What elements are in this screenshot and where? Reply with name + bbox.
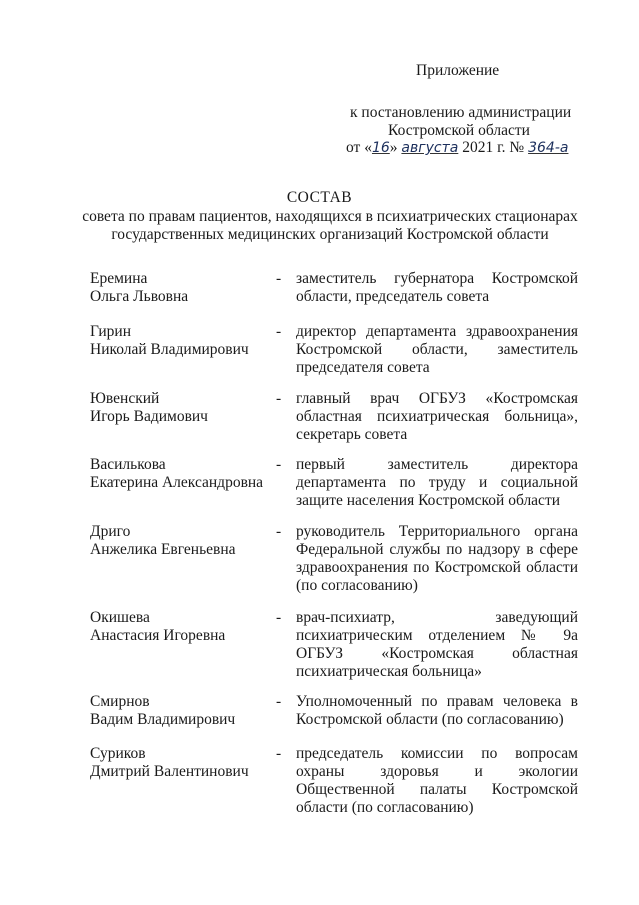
date-mid: » — [389, 139, 402, 156]
composition-title: СОСТАВ — [286, 189, 353, 206]
appendix-date-line — [346, 139, 568, 157]
member-role: заместитель губернатора Костромской области, председатель совета — [296, 270, 578, 305]
member-dash: - — [276, 323, 282, 340]
member-surname: Еремина — [90, 270, 148, 287]
member-dash: - — [276, 390, 282, 407]
member-role: руководитель Территориального органа Федеральной службы по надзору в сфере здравоохранения по Костромской области (по согласованию) — [296, 523, 578, 594]
member-role: Уполномоченный по правам человека в Костромской области (по согласованию) — [296, 693, 578, 728]
member-surname: Ювенский — [90, 390, 160, 407]
member-role: врач-психиатр, заведующий психиатрическим отделением № 9а ОГБУЗ «Костромская областная психиатрическая больница» — [296, 609, 578, 680]
appendix-line-2: Костромской области — [388, 122, 530, 139]
member-name — [90, 745, 280, 781]
appendix-line-1: к постановлению администрации — [350, 104, 572, 121]
member-surname: Суриков — [90, 745, 146, 762]
composition-subtitle-line-1: совета по правам пациентов, находящихся в психиатрических стационарах — [82, 208, 578, 225]
member-surname: Смирнов — [90, 693, 150, 710]
member-name — [90, 323, 280, 359]
date-year: 2021 г. № — [458, 139, 529, 156]
member-dash: - — [276, 745, 282, 762]
member-dash: - — [276, 456, 282, 473]
date-day-handwritten: 16 — [371, 140, 390, 156]
member-name — [90, 609, 280, 645]
member-surname: Василькова — [90, 456, 166, 473]
member-role: главный врач ОГБУЗ «Костромская областная психиатрическая больница», секретарь совета — [296, 390, 578, 443]
member-role: директор департамента здравоохранения Костромской области, заместитель председателя совета — [296, 323, 578, 376]
member-dash: - — [276, 270, 282, 287]
appendix-label: Приложение — [416, 62, 500, 79]
member-given-name: Дмитрий Валентинович — [90, 763, 249, 780]
member-role: председатель комиссии по вопросам охраны здоровья и экологии Общественной палаты Костромской области (по согласованию) — [296, 745, 578, 816]
member-surname: Дриго — [90, 523, 131, 540]
member-surname: Гирин — [90, 323, 132, 340]
date-prefix: от « — [346, 139, 372, 156]
member-role: первый заместитель директора департамента по труду и социальной защите населения Костромской области — [296, 456, 578, 509]
member-given-name: Екатерина Александровна — [90, 474, 264, 491]
doc-number-handwritten: 364-а — [528, 140, 569, 156]
member-name — [90, 270, 280, 306]
member-name — [90, 456, 280, 492]
date-month-handwritten: августа — [401, 140, 459, 156]
member-given-name: Игорь Вадимович — [90, 408, 208, 425]
member-surname: Окишева — [90, 609, 150, 626]
member-name — [90, 523, 280, 559]
member-dash: - — [276, 609, 282, 626]
member-given-name: Николай Владимирович — [90, 341, 249, 358]
member-given-name: Вадим Владимирович — [90, 711, 236, 728]
member-given-name: Анастасия Игоревна — [90, 627, 226, 644]
composition-subtitle-line-2: государственных медицинских организаций Костромской области — [111, 226, 549, 243]
member-given-name: Ольга Львовна — [90, 288, 189, 305]
member-dash: - — [276, 693, 282, 710]
member-name — [90, 390, 280, 426]
member-name — [90, 693, 280, 729]
member-dash: - — [276, 523, 282, 540]
member-given-name: Анжелика Евгеньевна — [90, 541, 236, 558]
